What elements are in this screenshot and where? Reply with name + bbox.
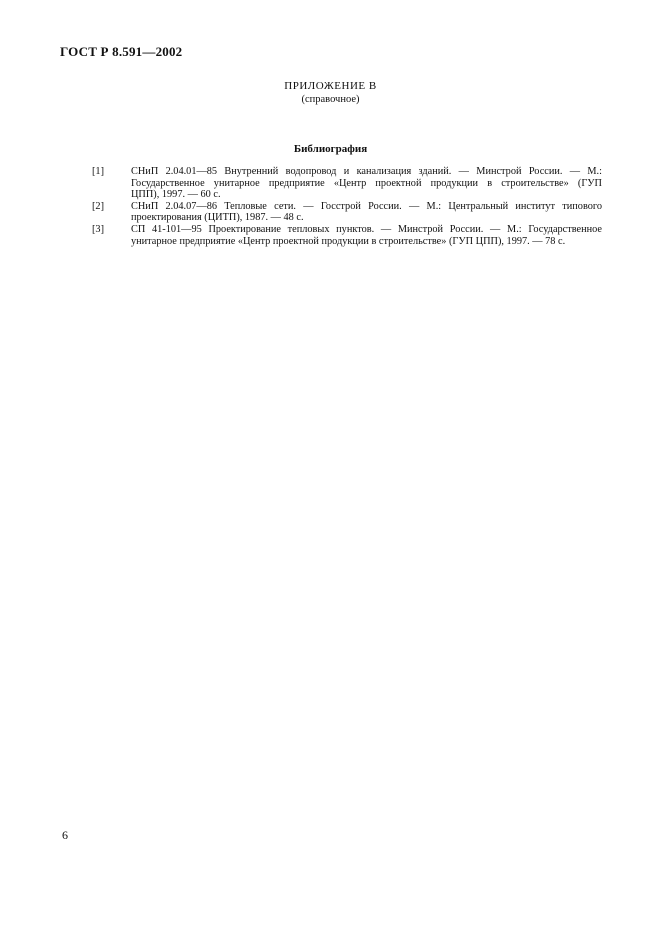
page-number: 6 — [62, 828, 68, 842]
reference-number: [3] — [92, 223, 105, 235]
appendix-subtitle: (справочное) — [301, 94, 360, 105]
bibliography-title: Библиография — [293, 143, 368, 155]
reference-line: СНиП 2.04.01—85 Внутренний водопровод и канализация зданий. — Минстрой России. — М.: — [131, 166, 602, 177]
reference-line: ЦПП), 1997. — 60 с. — [131, 189, 221, 201]
bibliography-list — [92, 166, 602, 247]
reference-text — [131, 201, 602, 224]
reference-line: СП 41-101—95 Проектирование тепловых пунктов. — Минстрой России. — М.: Государственное — [131, 223, 602, 235]
reference-item — [92, 224, 602, 247]
document-code: ГОСТ Р 8.591—2002 — [60, 44, 183, 59]
reference-text — [131, 166, 602, 201]
reference-line: СНиП 2.04.07—86 Тепловые сети. — Госстрой России. — М.: Центральный институт типового — [131, 200, 602, 212]
reference-line: унитарное предприятие «Центр проектной продукции в строительстве» (ГУП ЦПП), 1997. — 78 с. — [131, 235, 566, 247]
appendix-heading — [0, 80, 661, 106]
reference-item — [92, 166, 602, 201]
reference-line: Государственное унитарное предприятие «Центр проектной продукции в строительстве» (ГУП — [131, 177, 602, 189]
reference-item — [92, 201, 602, 224]
reference-text — [131, 224, 602, 247]
reference-number: [1] — [92, 166, 105, 177]
appendix-title: ПРИЛОЖЕНИЕ В — [284, 80, 377, 92]
reference-number: [2] — [92, 200, 105, 212]
reference-line: проектирования (ЦИТП), 1987. — 48 с. — [131, 212, 304, 224]
